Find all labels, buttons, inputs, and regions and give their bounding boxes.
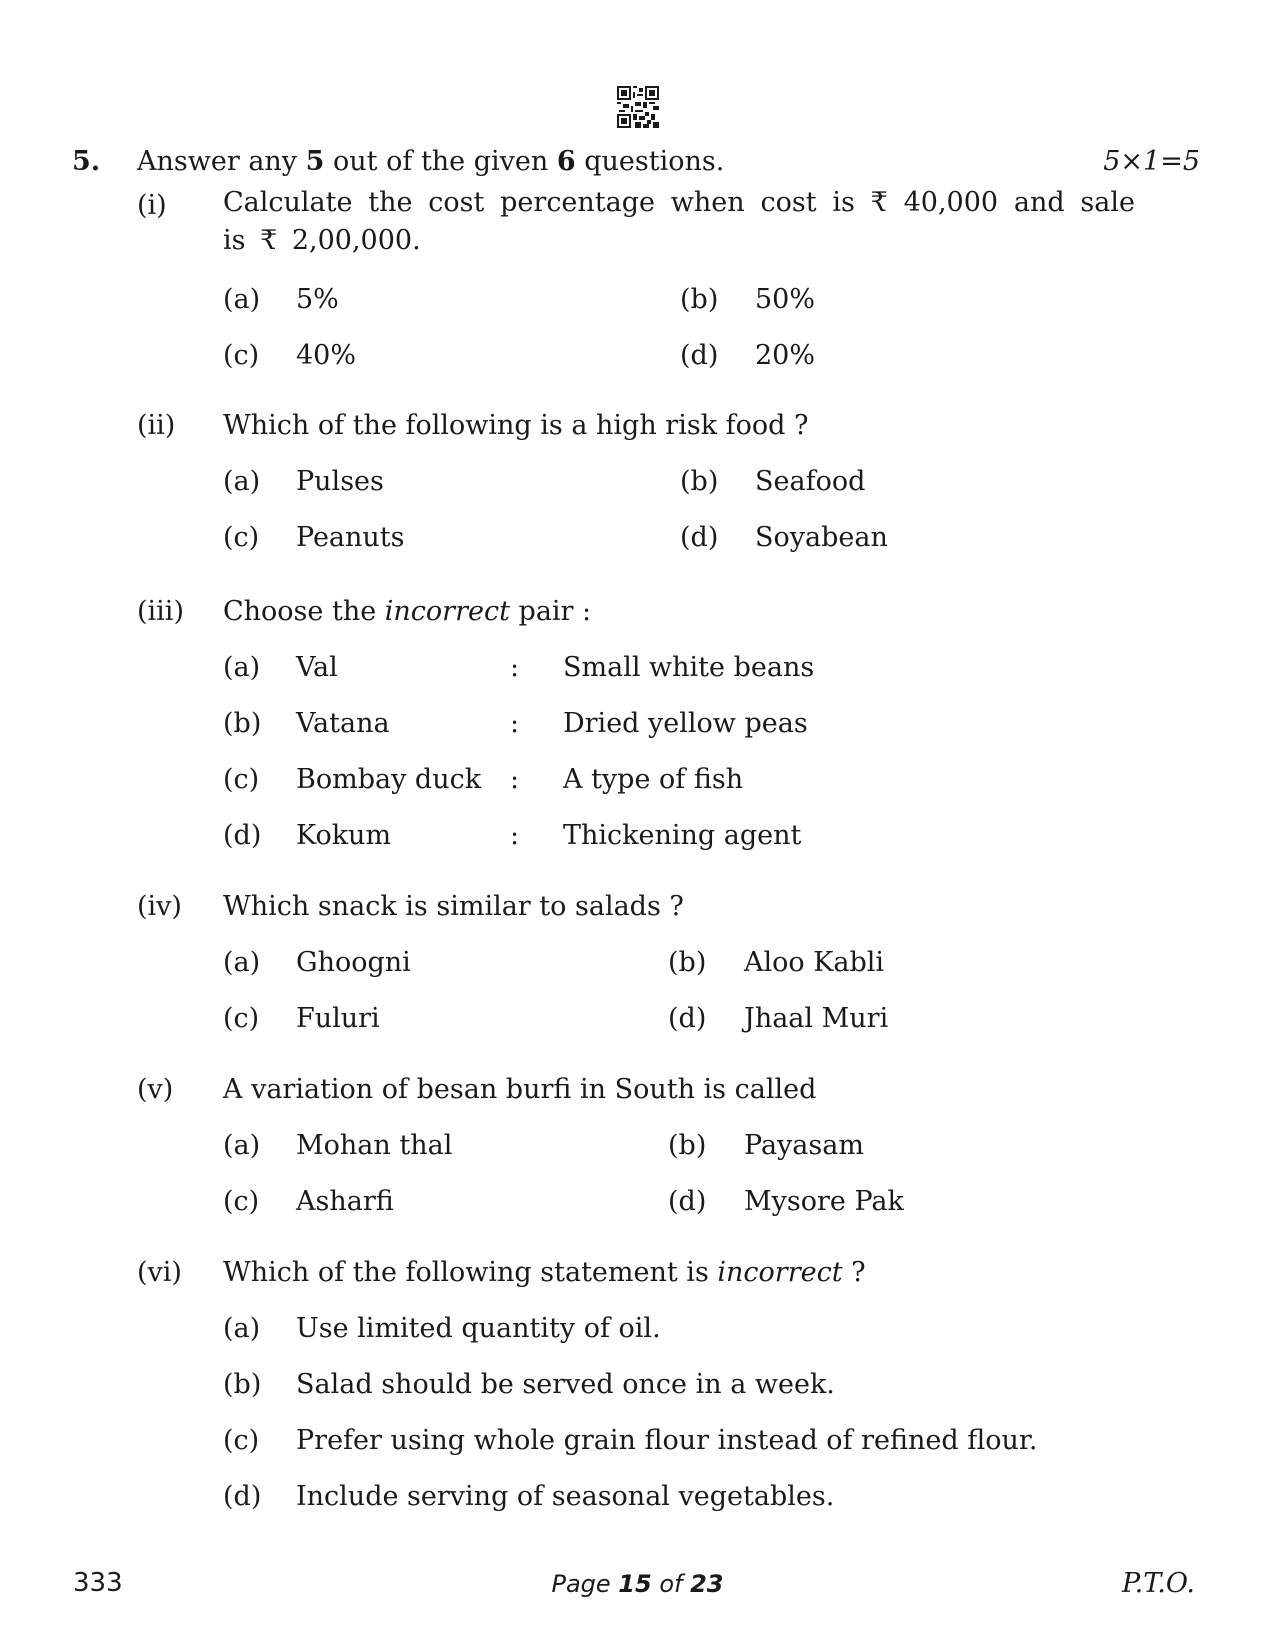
option-text: Salad should be served once in a week.	[296, 1369, 835, 1400]
please-turn-over: P.T.O.	[1121, 1568, 1195, 1599]
option-letter: (a)	[223, 1313, 261, 1344]
option-letter: (a)	[223, 466, 261, 497]
option-text: 40%	[296, 340, 357, 371]
pair-separator: :	[510, 652, 520, 683]
question-number: 5.	[72, 146, 101, 177]
option-letter: (c)	[223, 340, 260, 371]
pair-left: Kokum	[296, 820, 392, 851]
option-text: Soyabean	[755, 522, 888, 553]
option-letter: (b)	[223, 1369, 262, 1400]
page-number: Page 15 of 23	[551, 1570, 724, 1598]
option-text: Include serving of seasonal vegetables.	[296, 1481, 835, 1512]
option-letter: (b)	[680, 284, 719, 315]
option-letter: (c)	[223, 1003, 260, 1034]
option-text: Asharfi	[296, 1186, 394, 1217]
option-letter: (b)	[668, 1130, 707, 1161]
option-text: Mohan thal	[296, 1130, 453, 1161]
question-stem: Which snack is similar to salads ?	[223, 891, 684, 922]
sub-question-number: (vi)	[137, 1257, 182, 1288]
pair-right: Small white beans	[563, 652, 815, 683]
question-stem: A variation of besan burfi in South is called	[223, 1074, 817, 1105]
option-text: 20%	[755, 340, 816, 371]
pair-left: Vatana	[296, 708, 390, 739]
pair-letter: (b)	[223, 708, 262, 739]
question-stem: Which of the following is a high risk food ?	[223, 410, 809, 441]
option-text: Peanuts	[296, 522, 405, 553]
pair-right: Dried yellow peas	[563, 708, 808, 739]
option-letter: (d)	[680, 340, 719, 371]
option-text: 50%	[755, 284, 816, 315]
qr-code-icon	[617, 86, 659, 128]
question-stem: Choose the incorrect pair :	[223, 596, 592, 627]
question-instruction: Answer any 5 out of the given 6 questions.	[137, 146, 725, 177]
pair-separator: :	[510, 764, 520, 795]
option-text: 5%	[296, 284, 339, 315]
option-letter: (a)	[223, 947, 261, 978]
pair-letter: (d)	[223, 820, 262, 851]
sub-question-number: (i)	[137, 190, 167, 221]
question-stem: Calculate the cost percentage when cost is ₹ 40,000 and sale is ₹ 2,00,000.	[223, 187, 1135, 256]
option-text: Aloo Kabli	[744, 947, 885, 978]
option-text: Prefer using whole grain flour instead of refined flour.	[296, 1425, 1038, 1456]
sub-question-number: (iv)	[137, 891, 182, 922]
pair-left: Bombay duck	[296, 764, 482, 795]
option-letter: (d)	[668, 1003, 707, 1034]
pair-letter: (a)	[223, 652, 261, 683]
pair-separator: :	[510, 820, 520, 851]
paper-code: 333	[73, 1568, 123, 1598]
option-text: Use limited quantity of oil.	[296, 1313, 661, 1344]
option-letter: (c)	[223, 1186, 260, 1217]
pair-right: A type of fish	[563, 764, 744, 795]
option-text: Ghoogni	[296, 947, 411, 978]
option-text: Jhaal Muri	[744, 1003, 889, 1034]
sub-question-number: (iii)	[137, 596, 184, 627]
marks-allocation: 5×1=5	[1103, 146, 1200, 177]
sub-question-number: (v)	[137, 1074, 174, 1105]
pair-letter: (c)	[223, 764, 260, 795]
option-letter: (d)	[668, 1186, 707, 1217]
option-text: Pulses	[296, 466, 384, 497]
option-text: Mysore Pak	[744, 1186, 904, 1217]
pair-left: Val	[296, 652, 338, 683]
option-letter: (a)	[223, 284, 261, 315]
option-letter: (a)	[223, 1130, 261, 1161]
pair-right: Thickening agent	[563, 820, 802, 851]
option-letter: (b)	[680, 466, 719, 497]
option-letter: (b)	[668, 947, 707, 978]
sub-question-number: (ii)	[137, 410, 176, 441]
option-letter: (c)	[223, 1425, 260, 1456]
option-letter: (c)	[223, 522, 260, 553]
option-letter: (d)	[223, 1481, 262, 1512]
option-text: Payasam	[744, 1130, 864, 1161]
option-text: Seafood	[755, 466, 866, 497]
option-letter: (d)	[680, 522, 719, 553]
pair-separator: :	[510, 708, 520, 739]
option-text: Fuluri	[296, 1003, 380, 1034]
question-stem: Which of the following statement is incorrect ?	[223, 1257, 866, 1288]
